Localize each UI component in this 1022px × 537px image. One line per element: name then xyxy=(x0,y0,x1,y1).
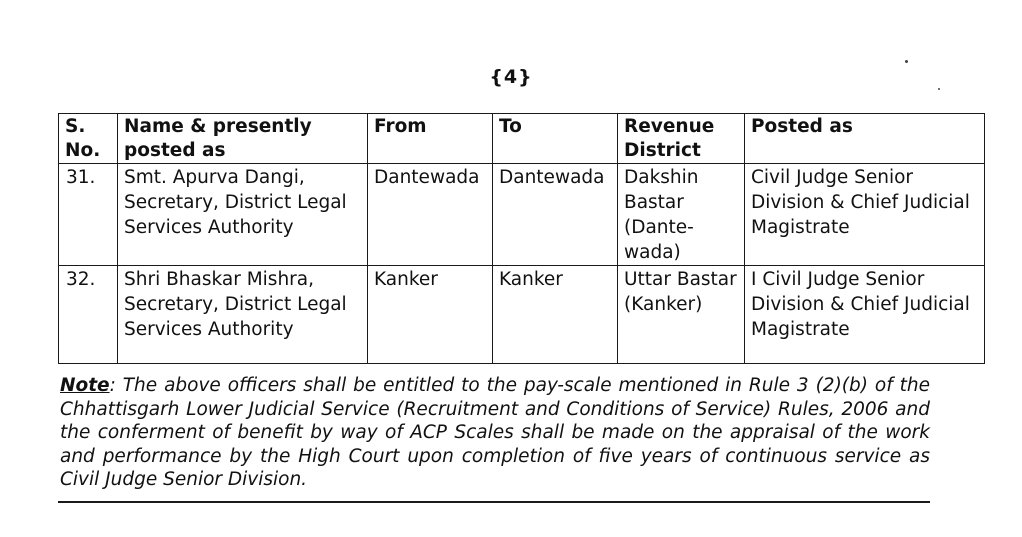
scan-speck xyxy=(905,60,908,63)
cell-sno: 31. xyxy=(59,164,118,266)
cell-district: Uttar Bastar (Kanker) xyxy=(618,266,745,364)
page-number: {4} xyxy=(489,66,533,88)
table-header-row xyxy=(59,114,985,164)
header-name: Name & presently posted as xyxy=(118,114,368,164)
table-row xyxy=(59,164,985,266)
bottom-rule xyxy=(58,501,930,503)
cell-district: Dakshin Bastar (Dante-wada) xyxy=(618,164,745,266)
cell-from: Kanker xyxy=(368,266,493,364)
scan-speck xyxy=(938,88,940,90)
cell-sno: 32. xyxy=(59,266,118,364)
note-text: : The above officers shall be entitled to the pay-scale mentioned in Rule 3 (2)(b) of the Chhattisgarh Lower Judicial Service (Recruitment and Conditions of Service) Rules, 2006 and the conferment of benefit by way of ACP Scales shall be made on the appraisal of the work and performance by the High Court upon completion of five years of continuous service as Civil Judge Senior Division. xyxy=(60,375,930,490)
header-from: From xyxy=(368,114,493,164)
cell-to: Kanker xyxy=(493,266,618,364)
note-paragraph xyxy=(60,374,930,492)
posting-table xyxy=(58,113,985,364)
table-row xyxy=(59,266,985,364)
header-district: Revenue District xyxy=(618,114,745,164)
header-sno: S. No. xyxy=(59,114,118,164)
note-label: Note xyxy=(60,375,110,396)
header-posted: Posted as xyxy=(745,114,985,164)
cell-posted: Civil Judge Senior Division & Chief Judicial Magistrate xyxy=(745,164,985,266)
cell-name: Smt. Apurva Dangi, Secretary, District Legal Services Authority xyxy=(118,164,368,266)
cell-name: Shri Bhaskar Mishra, Secretary, District Legal Services Authority xyxy=(118,266,368,364)
cell-posted: I Civil Judge Senior Division & Chief Judicial Magistrate xyxy=(745,266,985,364)
header-to: To xyxy=(493,114,618,164)
cell-from: Dantewada xyxy=(368,164,493,266)
cell-to: Dantewada xyxy=(493,164,618,266)
